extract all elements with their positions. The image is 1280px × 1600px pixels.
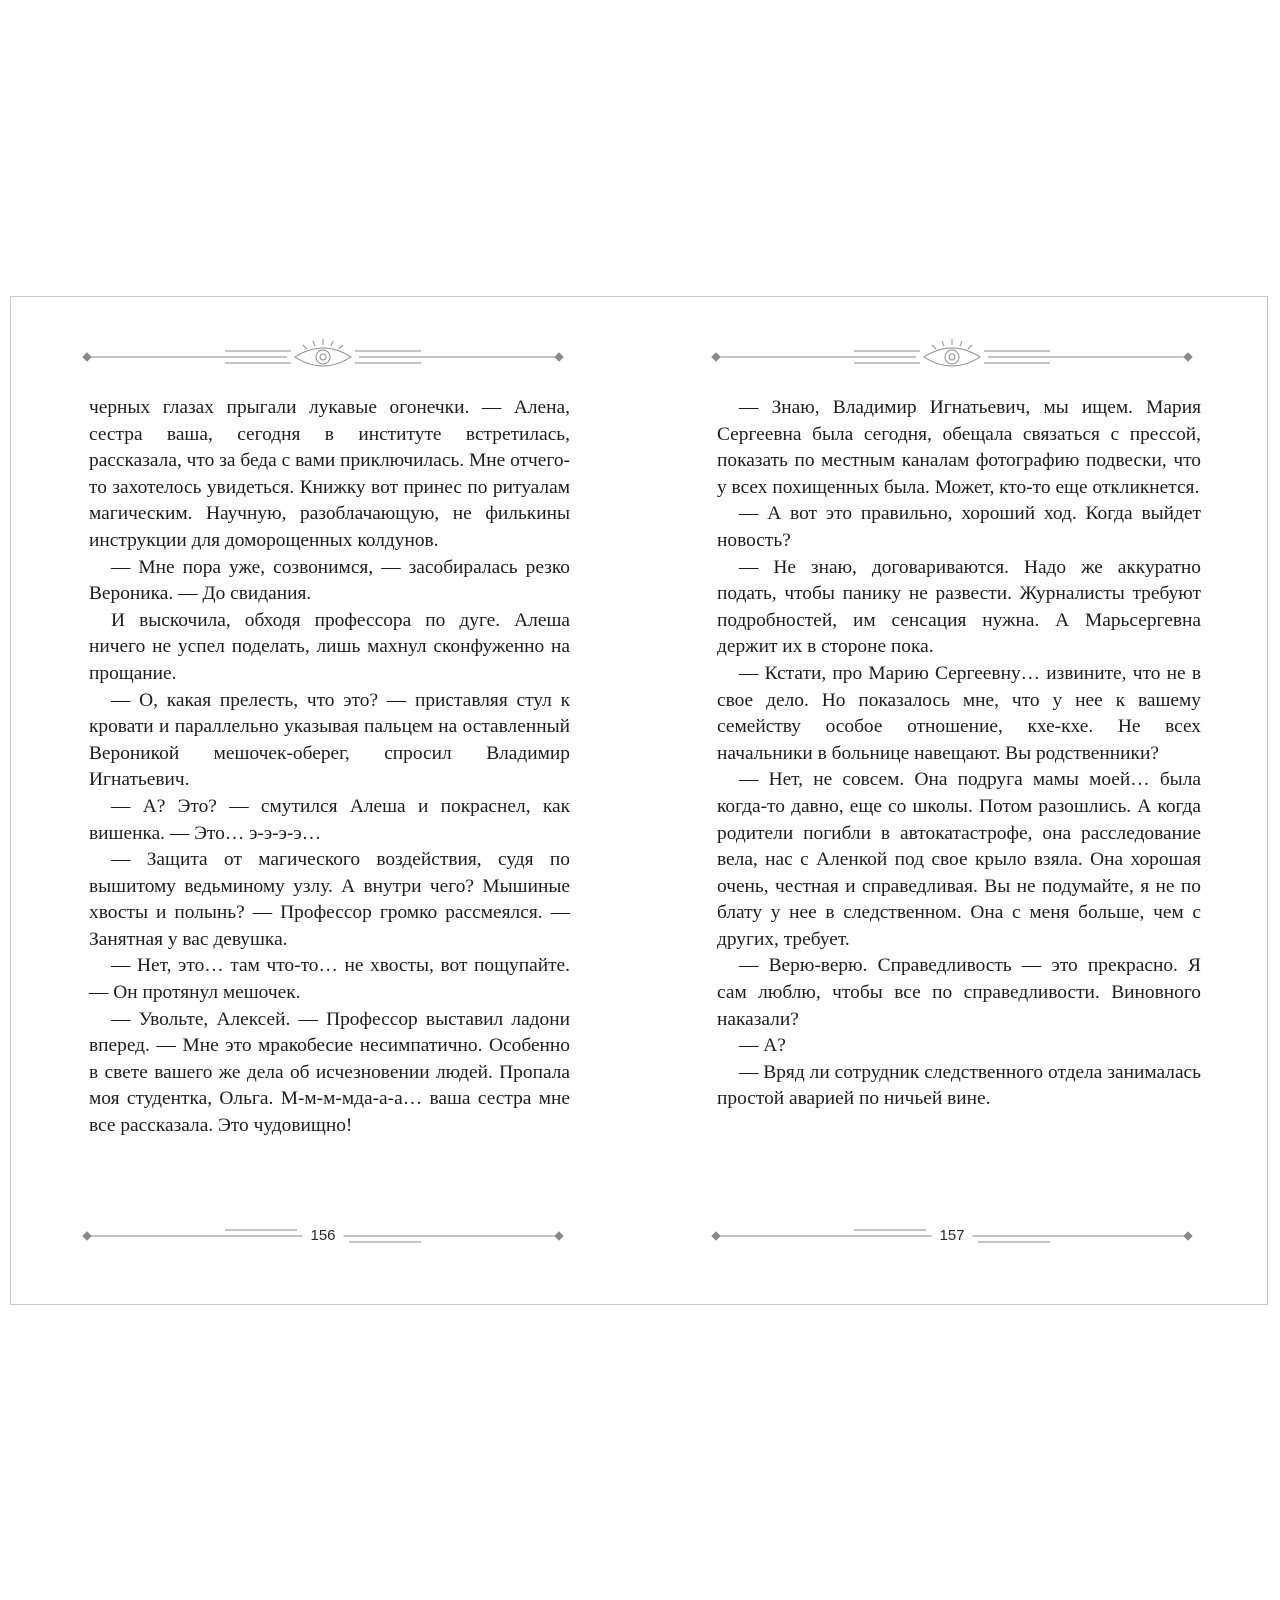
paragraph: — О, какая прелесть, что это? — приставляя стул к кровати и параллельно указывая пальцем на оставленный Вероникой мешочек-оберег, спросил Владимир Игнатьевич. — [89, 689, 570, 791]
paragraph: — Мне пора уже, созвонимся, — засобиралась резко Вероника. — До свидания. — [89, 556, 570, 605]
eye-with-rays-icon — [81, 337, 565, 377]
page-number: 157 — [931, 1227, 972, 1245]
page-number: 156 — [302, 1227, 343, 1245]
paragraph: — А вот это правильно, хороший ход. Когда выйдет новость? — [717, 503, 1201, 551]
paragraph: — Верю-верю. Справедливость — это прекрасно. Я сам люблю, чтобы все по справедливости. Виновного наказали? — [717, 955, 1201, 1030]
right-page — [640, 297, 1269, 1304]
header-ornament — [81, 337, 565, 377]
footer-ornament — [710, 1216, 1194, 1256]
paragraph: — Нет, не совсем. Она подруга мамы моей… была когда-то давно, еще со школы. Потом разошлись. А когда родители погибли в автокатастрофе, она расследование вела, нас с Аленкой под свое крыло взяла. Она хорошая очень, честная и справедливая. Вы не подумайте, я не по блату у нее в следственном. Она с меня больше, чем с других, требует. — [717, 769, 1201, 950]
paragraph: — Знаю, Владимир Игнатьевич, мы ищем. Мария Сергеевна была сегодня, обещала связаться с прессой, показать по местным каналам фотографию подвески, что у всех похищенных была. Может, кто-то еще откликнется. — [717, 397, 1201, 498]
paragraph: — А? Это? — смутился Алеша и покраснел, как вишенка. — Это… э-э-э-э… — [89, 795, 570, 844]
left-page — [11, 297, 640, 1304]
paragraph: — Кстати, про Марию Сергеевну… извините, что не в свое дело. Но показалось мне, что у нее к вашему семейству особое отношение, кхе-кхе. Не всех начальники в больнице навещают. Вы родственники? — [717, 662, 1201, 764]
paragraph: — Увольте, Алексей. — Профессор выставил ладони вперед. — Мне это мракобесие несимпатично. Особенно в свете вашего же дела об исчезновении людей. Пропала моя студентка, Ольга. М-м-м-мда-а-а… ваша сестра мне все рассказала. Это чудовищно! — [89, 1008, 570, 1137]
paragraph: — А? — [739, 1035, 786, 1057]
header-ornament — [710, 337, 1194, 377]
left-page-text — [89, 395, 570, 1140]
paragraph: — Не знаю, договариваются. Надо же аккуратно подать, чтобы панику не развести. Журналисты требуют подробностей, им сенсация нужна. А Марьсергевна держит их в стороне пока. — [717, 556, 1201, 658]
right-page-text — [717, 395, 1201, 1113]
paragraph: И выскочила, обходя профессора по дуге. Алеша ничего не успел поделать, лишь махнул сконфуженно на прощание. — [89, 609, 570, 684]
paragraph: черных глазах прыгали лукавые огонечки. — Алена, сестра ваша, сегодня в институте встретилась, рассказала, что за беда с вами приключилась. Мне отчего-то захотелось увидеться. Книжку вот принес по ритуалам магическим. Научную, разоблачающую, не филькины инструкции для доморощенных колдунов. — [89, 397, 570, 551]
paragraph: — Нет, это… там что-то… не хвосты, вот пощупайте. — Он протянул мешочек. — [89, 955, 570, 1004]
footer-ornament — [81, 1216, 565, 1256]
book-spread — [10, 296, 1268, 1305]
paragraph: — Защита от магического воздействия, судя по вышитому ведьминому узлу. А внутри чего? Мышиные хвосты и полынь? — Профессор громко рассмеялся. — Занятная у вас девушка. — [89, 849, 570, 950]
paragraph: — Вряд ли сотрудник следственного отдела занималась простой аварией по ничьей вине. — [717, 1061, 1201, 1110]
eye-with-rays-icon — [710, 337, 1194, 377]
